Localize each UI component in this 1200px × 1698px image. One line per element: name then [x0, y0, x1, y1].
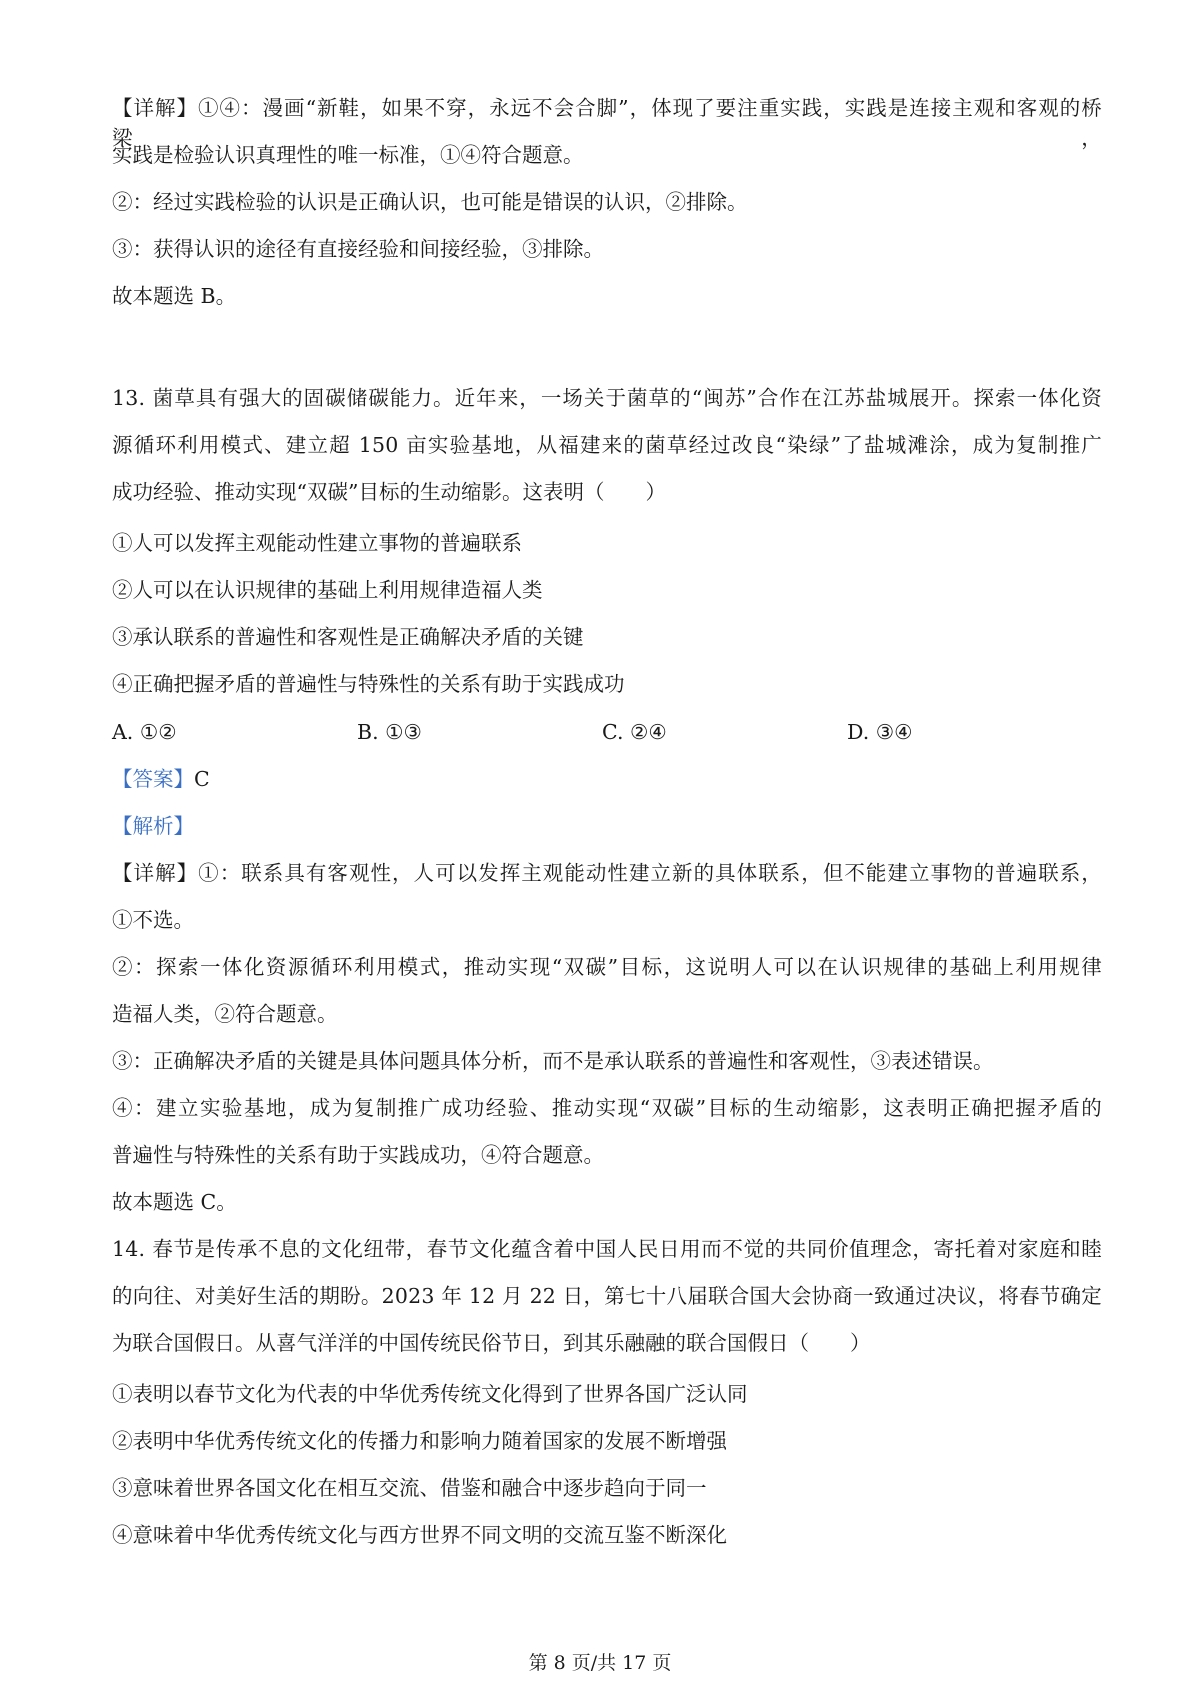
prev-detail-line-1: 【详解】①④：漫画“新鞋，如果不穿，永远不会合脚”，体现了要注重实践，实践是连接主观和客观的桥梁，: [112, 96, 1102, 150]
q13-analysis-line: [112, 811, 1102, 841]
q13-detail-line-1: 【详解】①：联系具有客观性，人可以发挥主观能动性建立新的具体联系，但不能建立事物的普遍联系，: [112, 861, 1102, 885]
q13-option-d: D. ③④: [847, 720, 913, 744]
q13-option-a: A. ①②: [112, 720, 177, 744]
answer-value: C: [194, 767, 210, 791]
analysis-tag: 【解析】: [112, 814, 194, 838]
q13-stem-line-3: 成功经验、推动实现“双碳”目标的生动缩影。这表明（ ）: [112, 480, 666, 504]
prev-detail-line-4: ③：获得认识的途径有直接经验和间接经验，③排除。: [112, 237, 604, 261]
q13-option-b: B. ①③: [357, 720, 422, 744]
q13-statement-4: ④正确把握矛盾的普遍性与特殊性的关系有助于实践成功: [112, 672, 625, 696]
q13-detail-line-7: 普遍性与特殊性的关系有助于实践成功，④符合题意。: [112, 1143, 604, 1167]
q13-options: [112, 717, 1102, 747]
q13-conclusion: 故本题选 C。: [112, 1190, 237, 1214]
q14-statement-4: ④意味着中华优秀传统文化与西方世界不同文明的交流互鉴不断深化: [112, 1523, 727, 1547]
q14-stem-line-2: 的向往、对美好生活的期盼。2023 年 12 月 22 日，第七十八届联合国大会协商一致通过决议，将春节确定: [112, 1284, 1102, 1308]
prev-detail-line-3: ②：经过实践检验的认识是正确认识，也可能是错误的认识，②排除。: [112, 190, 748, 214]
prev-conclusion: 故本题选 B。: [112, 284, 237, 308]
answer-tag: 【答案】: [112, 767, 194, 791]
q13-answer-line: [112, 764, 1102, 794]
q14-stem-line-1: 14. 春节是传承不息的文化纽带，春节文化蕴含着中国人民日用而不觉的共同价值理念，寄托着对家庭和睦: [112, 1237, 1102, 1261]
q13-stem-line-1: 13. 菌草具有强大的固碳储碳能力。近年来，一场关于菌草的“闽苏”合作在江苏盐城展开。探索一体化资: [112, 386, 1102, 410]
q13-option-c: C. ②④: [602, 720, 667, 744]
q13-statement-1: ①人可以发挥主观能动性建立事物的普遍联系: [112, 531, 522, 555]
page-number: 第 8 页/共 17 页: [528, 1652, 672, 1674]
q14-statement-2: ②表明中华优秀传统文化的传播力和影响力随着国家的发展不断增强: [112, 1429, 727, 1453]
q13-statement-3: ③承认联系的普遍性和客观性是正确解决矛盾的关键: [112, 625, 584, 649]
q13-detail-line-4: 造福人类，②符合题意。: [112, 1002, 338, 1026]
q13-statement-2: ②人可以在认识规律的基础上利用规律造福人类: [112, 578, 543, 602]
q13-detail-line-2: ①不选。: [112, 908, 194, 932]
q14-statement-1: ①表明以春节文化为代表的中华优秀传统文化得到了世界各国广泛认同: [112, 1382, 748, 1406]
q13-detail-line-3: ②：探索一体化资源循环利用模式，推动实现“双碳”目标，这说明人可以在认识规律的基础上利用规律: [112, 955, 1102, 979]
q14-stem-line-3: 为联合国假日。从喜气洋洋的中国传统民俗节日，到其乐融融的联合国假日（ ）: [112, 1331, 871, 1355]
q14-statement-3: ③意味着世界各国文化在相互交流、借鉴和融合中逐步趋向于同一: [112, 1476, 707, 1500]
prev-detail-line-2: 实践是检验认识真理性的唯一标准，①④符合题意。: [112, 143, 584, 167]
q13-stem-line-2: 源循环利用模式、建立超 150 亩实验基地，从福建来的菌草经过改良“染绿”了盐城滩涂，成为复制推广: [112, 433, 1102, 457]
q13-detail-line-5: ③：正确解决矛盾的关键是具体问题具体分析，而不是承认联系的普遍性和客观性，③表述错误。: [112, 1049, 994, 1073]
q13-detail-line-6: ④：建立实验基地，成为复制推广成功经验、推动实现“双碳”目标的生动缩影，这表明正确把握矛盾的: [112, 1096, 1102, 1120]
